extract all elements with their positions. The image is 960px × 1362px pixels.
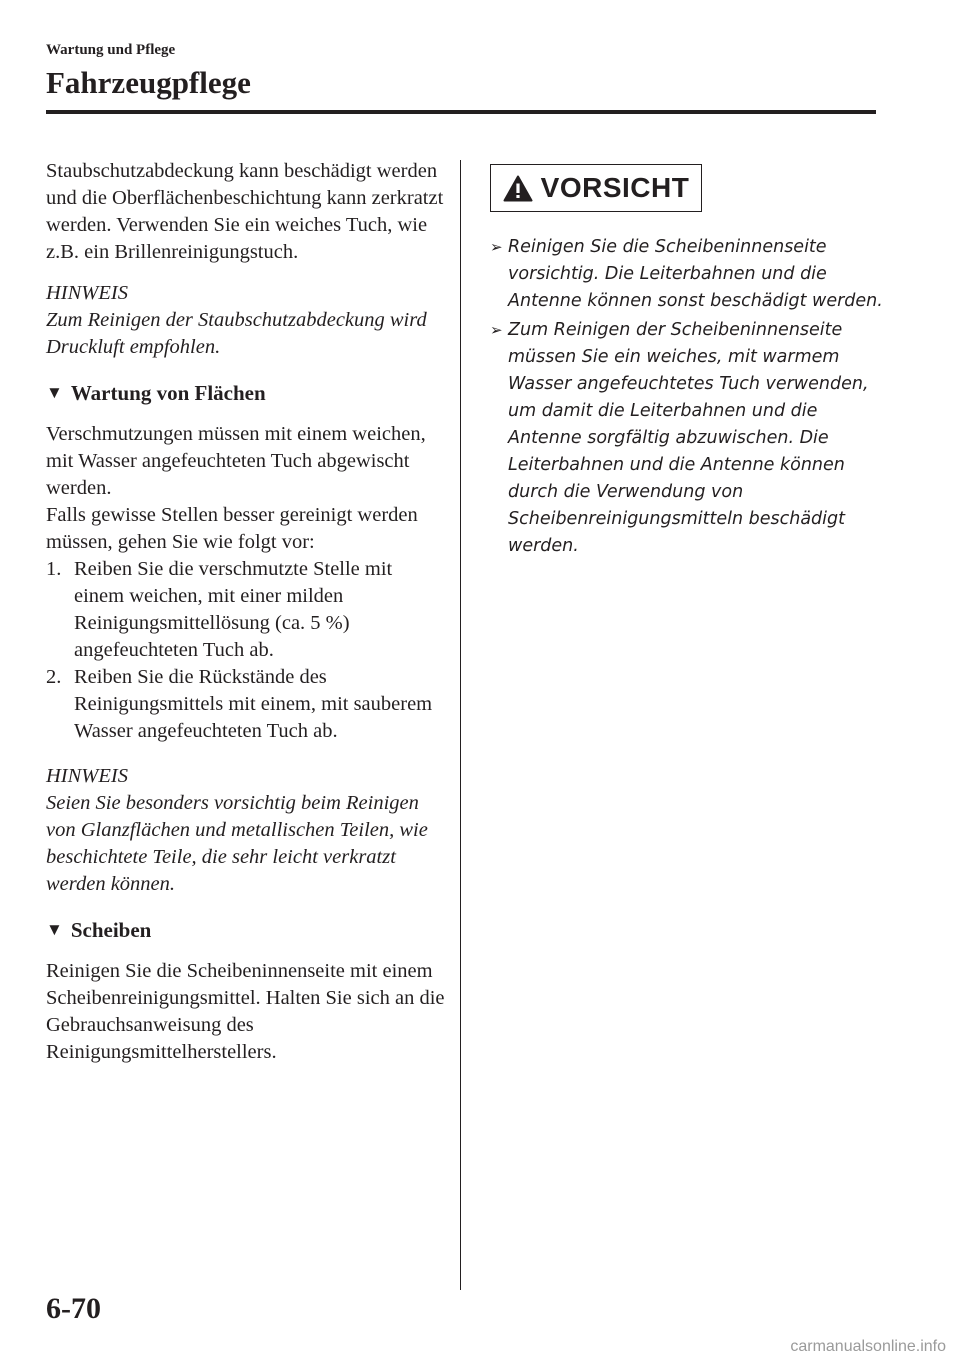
header-rule — [46, 110, 876, 114]
note-text: Zum Reinigen der Staubschutzabdeckung wird Druckluft empfohlen. — [46, 309, 427, 358]
caution-header — [490, 164, 702, 212]
page-number: 6-70 — [46, 1292, 101, 1325]
note-title: HINWEIS — [46, 765, 128, 787]
body-paragraph: Reinigen Sie die Scheibeninnenseite mit einem Scheibenreinigungsmittel. Halten Sie sich an die Gebrauchsanweisung des Reinigungsmittelherstellers. — [46, 960, 445, 1063]
caution-text: Reinigen Sie die Scheibeninnenseite vorsichtig. Die Leiterbahnen und die Antenne können sonst beschädigt werden. — [508, 237, 883, 311]
triangle-down-icon: ▼ — [46, 383, 63, 402]
body-paragraph: Falls gewisse Stellen besser gereinigt werden müssen, gehen Sie wie folgt vor: — [46, 504, 418, 553]
body-paragraph: Verschmutzungen müssen mit einem weichen, mit Wasser angefeuchteten Tuch abgewischt werden. — [46, 423, 426, 499]
note-text: Seien Sie besonders vorsichtig beim Reinigen von Glanzflächen und metallischen Teilen, wie beschichtete Teile, die sehr leicht verkratzt werden können. — [46, 792, 428, 895]
section-heading-windows — [46, 916, 446, 944]
caution-item — [490, 234, 890, 315]
arrow-bullet-icon: ➢ — [490, 321, 503, 339]
arrow-bullet-icon: ➢ — [490, 238, 503, 256]
caution-item — [490, 317, 890, 560]
watermark: carmanualsonline.info — [790, 1338, 946, 1355]
note-title: HINWEIS — [46, 282, 128, 304]
step-number: 2. — [46, 666, 62, 688]
section-heading-surfaces — [46, 379, 446, 407]
column-divider — [460, 160, 461, 1290]
step-item — [46, 556, 446, 664]
warning-triangle-icon — [503, 175, 533, 202]
caution-title: VORSICHT — [540, 172, 690, 203]
step-list — [46, 556, 446, 745]
section-heading-label: Wartung von Flächen — [70, 381, 266, 405]
step-item — [46, 664, 446, 745]
page-title: Fahrzeugpflege — [46, 65, 251, 100]
left-column — [46, 158, 446, 1066]
intro-paragraph: Staubschutzabdeckung kann beschädigt werden und die Oberflächenbeschichtung kann zerkratzt werden. Verwenden Sie ein weiches Tuch, wie z.B. ein Brillenreinigungstuch. — [46, 160, 444, 263]
step-text: Reiben Sie die Rückstände des Reinigungsmittels mit einem, mit sauberem Wasser angefeuchteten Tuch ab. — [74, 666, 433, 742]
section-label: Wartung und Pflege — [46, 42, 176, 58]
section-heading-label: Scheiben — [70, 918, 152, 942]
triangle-down-icon: ▼ — [46, 920, 63, 939]
caution-text: Zum Reinigen der Scheibeninnenseite müssen Sie ein weiches, mit warmem Wasser angefeuchtetes Tuch verwenden, um damit die Leiterbahnen und die Antenne sorgfältig abzuwischen. Die Leiterbahnen und die Antenne können durch die Verwendung von Scheibenreinigungsmitteln beschädigt werden. — [508, 320, 869, 556]
step-number: 1. — [46, 558, 62, 580]
caution-list — [490, 234, 890, 560]
page-header — [46, 40, 876, 104]
step-text: Reiben Sie die verschmutzte Stelle mit einem weichen, mit einer milden Reinigungsmittellösung (ca. 5 %) angefeuchteten Tuch ab. — [74, 558, 393, 661]
right-column — [490, 164, 890, 562]
